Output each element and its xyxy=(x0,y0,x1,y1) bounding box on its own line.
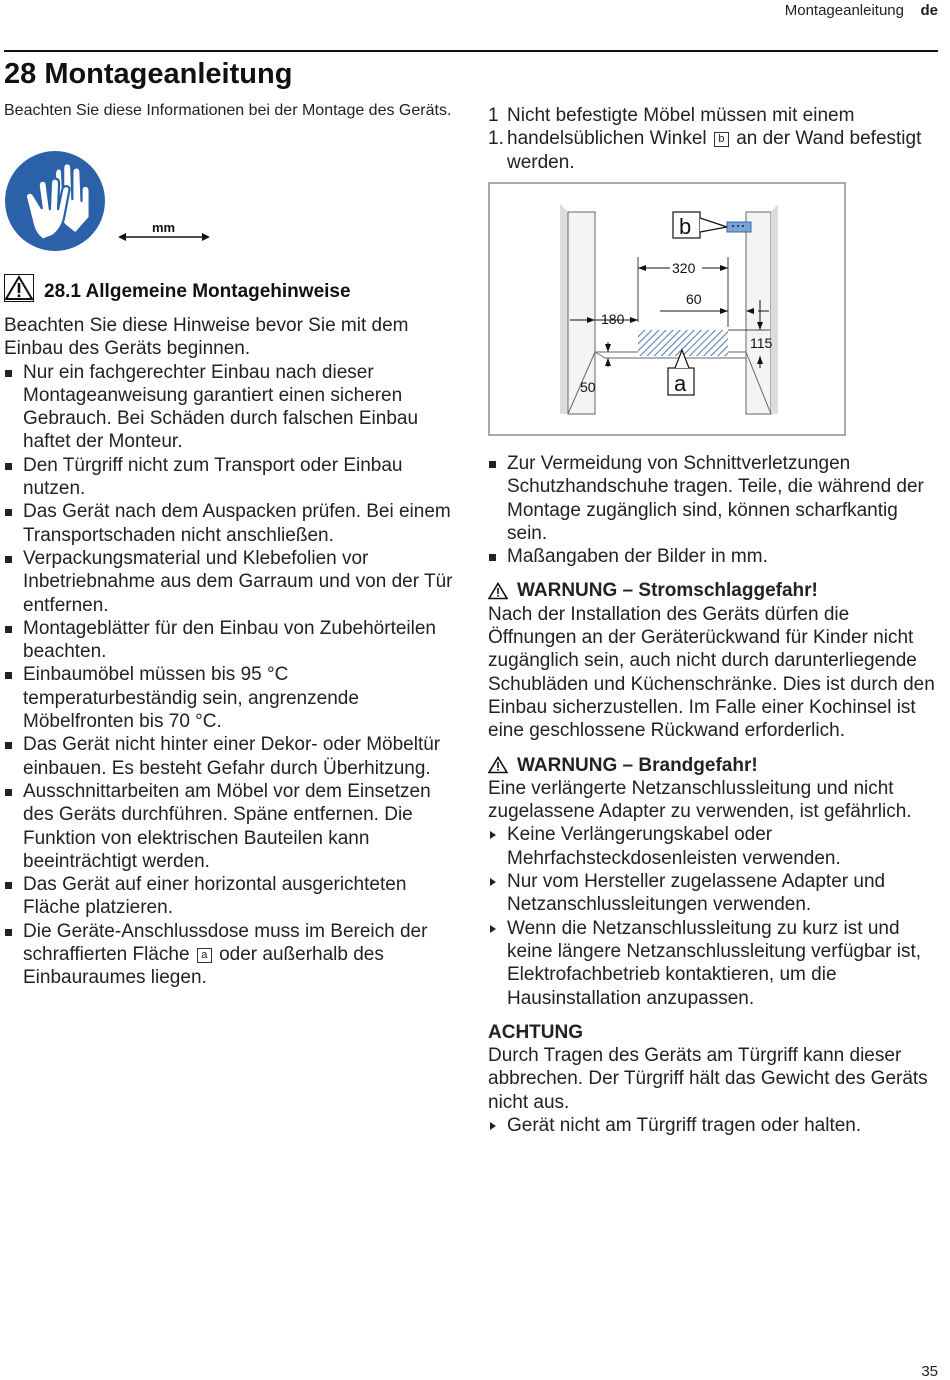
list-item: Das Gerät auf einer horizontal ausgerichteten Fläche platzieren. xyxy=(4,873,464,920)
assembly-step xyxy=(488,104,933,174)
list-item: Das Gerät nicht hinter einer Dekor- oder Möbeltür einbauen. Es besteht Gefahr durch Überhitzung. xyxy=(4,733,464,780)
reference-tag-a: a xyxy=(197,948,212,963)
protective-gloves-icon xyxy=(4,150,106,252)
warning-actions-list xyxy=(488,823,938,1009)
caution-text: Durch Tragen des Geräts am Türgriff kann dieser abbrechen. Der Türgriff hält das Gewicht des Geräts nicht aus. xyxy=(488,1045,928,1113)
label-a: a xyxy=(674,371,687,396)
header-language: de xyxy=(920,2,938,19)
page-number: 35 xyxy=(921,1363,938,1380)
chapter-title: 28 Montageanleitung xyxy=(4,58,293,90)
list-item: Zur Vermeidung von Schnittverletzungen Schutzhandschuhe tragen. Teile, die während der Montage zugänglich sind, können scharfkantig sein. xyxy=(488,452,938,545)
installation-diagram xyxy=(488,182,846,436)
list-item: Montageblätter für den Einbau von Zubehörteilen beachten. xyxy=(4,617,464,664)
warning-title: WARNUNG – Brandgefahr! xyxy=(517,754,758,776)
dimension-arrow-icon xyxy=(116,218,212,244)
section-title: 28.1 Allgemeine Montagehinweise xyxy=(44,281,351,302)
warning-title: WARNUNG – Stromschlaggefahr! xyxy=(517,580,818,602)
dimension-unit-marker xyxy=(116,218,212,244)
list-item: Nur vom Hersteller zugelassene Adapter und Netzanschlussleitungen verwenden. xyxy=(488,870,938,917)
step-number: 1 1. xyxy=(488,105,504,150)
list-item: Ausschnittarbeiten am Möbel vor dem Einsetzen des Geräts durchführen. Späne entfernen. Die Funktion von elektrischen Bauteilen kann beeinträchtigt werden. xyxy=(4,780,464,873)
caution-title: ACHTUNG xyxy=(488,1021,583,1043)
list-item xyxy=(4,920,464,990)
reference-tag-b: b xyxy=(714,132,729,147)
list-item-text: oder außerhalb des Einbauraumes liegen. xyxy=(23,944,384,989)
figure-frame xyxy=(489,183,845,435)
step-text-part: an der Wand befestigt werden. xyxy=(507,128,922,173)
header-title: Montageanleitung xyxy=(784,2,904,19)
list-item-text: Die Geräte-Anschlussdose muss im Bereich der schraffierten Fläche xyxy=(23,920,428,966)
list-item: Verpackungsmaterial und Klebefolien vor Inbetriebnahme aus dem Garraum und von der Tür entfernen. xyxy=(4,547,464,617)
dim-115: 115 xyxy=(750,335,773,351)
warning-heading-electric xyxy=(488,579,938,602)
dim-50: 50 xyxy=(580,379,596,395)
header-rule xyxy=(4,50,938,52)
list-item: Das Gerät nach dem Auspacken prüfen. Bei einem Transportschaden nicht anschließen. xyxy=(4,500,464,547)
page-header xyxy=(0,0,950,24)
dim-60: 60 xyxy=(686,291,702,307)
right-column xyxy=(488,452,938,1137)
list-item: Gerät nicht am Türgriff tragen oder halten. xyxy=(488,1114,938,1137)
label-b: b xyxy=(679,214,692,239)
section-intro: Beachten Sie diese Hinweise bevor Sie mit dem Einbau des Geräts beginnen. xyxy=(4,315,409,360)
section-heading xyxy=(4,274,464,302)
left-column xyxy=(4,314,464,990)
dim-320: 320 xyxy=(672,260,696,276)
warning-text: Nach der Installation des Geräts dürfen die Öffnungen an der Geräterückwand für Kinder nicht zugänglich sein, auch nicht durch darunterliegende Schubläden und Küchenschränke. Dies ist durch den Einbau sicherzustellen. Im Falle einer Kochinsel ist eine geschlossene Rückwand erforderlich. xyxy=(488,603,935,742)
warning-triangle-icon xyxy=(488,756,508,774)
intro-text: Beachten Sie diese Informationen bei der Montage des Geräts. xyxy=(4,102,452,119)
list-item: Den Türgriff nicht zum Transport oder Einbau nutzen. xyxy=(4,454,464,501)
info-warning-symbol xyxy=(4,274,34,302)
list-item: Einbaumöbel müssen bis 95 °C temperaturbeständig sein, angrenzende Möbelfronten bis 70 °C. xyxy=(4,663,464,733)
safety-notes-list xyxy=(488,452,938,568)
caution-actions-list xyxy=(488,1114,938,1137)
right-cabinet-edge xyxy=(771,204,778,414)
list-item: Maßangaben der Bilder in mm. xyxy=(488,545,938,568)
dimension-unit-label: mm xyxy=(152,220,176,235)
list-item: Wenn die Netzanschlussleitung zu kurz ist und keine längere Netzanschlussleitung verfügbar ist, Elektrofachbetrieb kontaktieren, um die Hausinstallation anzupassen. xyxy=(488,917,938,1010)
warning-triangle-icon xyxy=(488,582,508,600)
step-text-part: Nicht befestigte Möbel müssen mit einem handelsüblichen Winkel xyxy=(507,105,855,150)
list-item: Keine Verlängerungskabel oder Mehrfachsteckdosenleisten verwenden. xyxy=(488,823,938,870)
list-item: Nur ein fachgerechter Einbau nach dieser Montageanweisung garantiert einen sicheren Gebrauch. Bei Schäden durch falschen Einbau haftet der Monteur. xyxy=(4,361,464,454)
dim-180: 180 xyxy=(601,311,625,327)
warning-heading-fire xyxy=(488,754,938,777)
left-cabinet-edge xyxy=(560,204,568,414)
step-text xyxy=(507,104,933,174)
assembly-notes-list xyxy=(4,361,464,990)
warning-text: Eine verlängerte Netzanschlussleitung und nicht zugelassene Adapter zu verwenden, ist gefährlich. xyxy=(488,777,912,823)
